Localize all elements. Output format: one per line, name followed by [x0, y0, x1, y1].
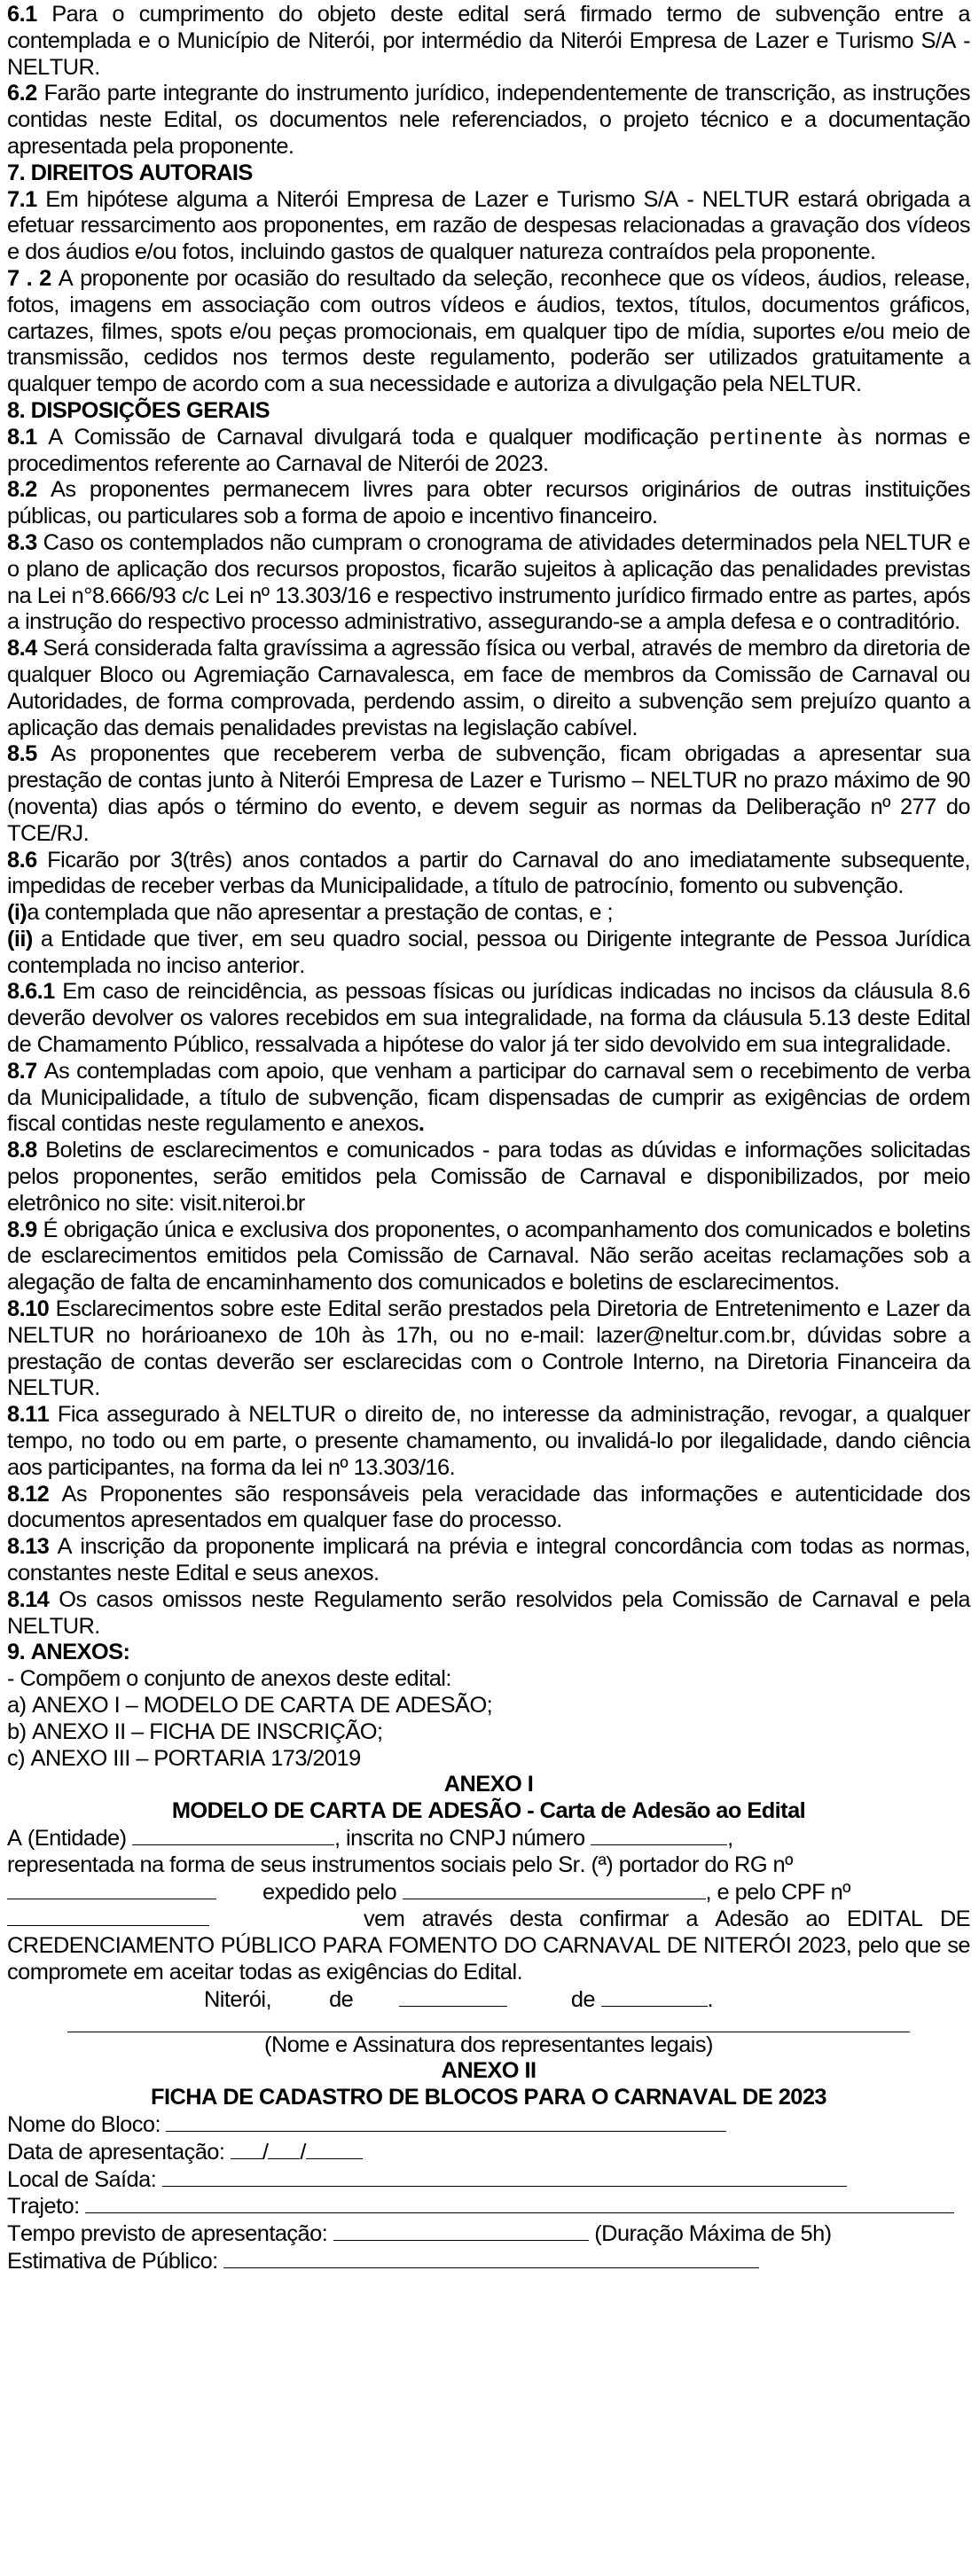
clause-number: 8.6 — [7, 847, 37, 873]
clause-text: As Proponentes são responsáveis pela veracidade das informações e autenticidade dos documentos apresentados em qualquer fase do processo. — [7, 1481, 970, 1533]
clause-8-11 — [7, 1402, 970, 1481]
clause-8-7 — [7, 1059, 970, 1138]
clause-number: 7.1 — [7, 186, 37, 212]
clause-text: A inscrição da proponente implicará na prévia e integral concordância com todas as normas, constantes neste Edital e seus anexos. — [7, 1534, 970, 1586]
clause-text: É obrigação única e exclusiva dos proponentes, o acompanhamento dos comunicados e boletins de esclarecimentos emitidos pela Comissão de Carnaval. Não serão aceitas reclamações sob a alegação de falta de encaminhamento dos comunicados e boletins de esclarecimentos. — [7, 1217, 970, 1296]
adhesion-line-entity — [7, 1825, 970, 1852]
field-label: Trajeto: — [7, 2194, 80, 2220]
annex-list-item: c) ANEXO III – PORTARIA 173/2019 — [7, 1745, 361, 1771]
form-field-publico — [7, 2248, 970, 2275]
duration-note: (Duração Máxima de 5h) — [594, 2221, 832, 2247]
section-7-heading: 7. DIREITOS AUTORAIS — [7, 160, 253, 185]
clause-text: Para o cumprimento do objeto deste edital será firmado termo de subvenção entre a contemplada e o Município de Niterói, por intermédio da Niterói Empresa de Lazer e Turismo S/A - NELTUR. — [7, 2, 970, 80]
clause-number: 8.2 — [7, 477, 37, 503]
annex-list-item: a) ANEXO I – MODELO DE CARTA DE ADESÃO; — [7, 1693, 493, 1718]
bloco-name-input[interactable] — [166, 2111, 726, 2132]
clause-text: As contempladas com apoio, que venham a participar do carnaval sem o recebimento de verba da Municipalidade, a título de subvenção, ficam dispensadas de cumprir as exigências de ordem fiscal contidas neste regulamento e anexos — [7, 1058, 970, 1137]
clause-number: 8.1 — [7, 424, 37, 450]
annex-1-subtitle: MODELO DE CARTA DE ADESÃO - Carta de Adesão ao Edital — [171, 1798, 806, 1824]
clause-text: Ficarão por 3(três) anos contados a partir do Carnaval do ano imediatamente subsequente, impedidas de receber verbas da Municipalidade, a título de patrocínio, fomento ou subvenção. — [7, 847, 970, 899]
annex-list-item: b) ANEXO II – FICHA DE INSCRIÇÃO; — [7, 1719, 383, 1744]
form-field-trajeto — [7, 2193, 970, 2220]
clause-8-8 — [7, 1138, 970, 1217]
document-page — [7, 2, 970, 2275]
annexes-intro: - Compõem o conjunto de anexos deste edital: — [7, 1666, 451, 1692]
line-comma: , — [727, 1825, 733, 1851]
clause-text: normas e procedimentos referente ao Carnaval de Niterói de 2023. — [7, 424, 970, 476]
clause-number: 6.2 — [7, 81, 37, 106]
clause-number: 8.14 — [7, 1586, 50, 1612]
clause-text: Farão parte integrante do instrumento jurídico, independentemente de transcrição, as instruções contidas neste Edital, os documentos nele referenciados, o projeto técnico e a documentação apresentada pela proponente. — [7, 81, 970, 159]
clause-8-14 — [7, 1587, 970, 1640]
field-label: Local de Saída: — [7, 2166, 157, 2192]
date-de: de — [329, 1986, 354, 2012]
clause-text: As proponentes que receberem verba de subvenção, ficam obrigadas a apresentar sua prestação de contas junto à Niterói Empresa de Lazer e Turismo – NELTUR no prazo máximo de 90 (noventa) dias após o término do evento, e devem seguir as normas da Deliberação nº 277 do TCE/RJ. — [7, 741, 970, 846]
form-field-data — [7, 2139, 970, 2166]
date-month-blank[interactable] — [399, 1986, 507, 2007]
clause-number: (i) — [7, 900, 27, 926]
month-input[interactable] — [268, 2139, 300, 2159]
clause-8-12 — [7, 1482, 970, 1535]
year-input[interactable] — [306, 2139, 363, 2159]
clause-text: Caso os contemplados não cumpram o cronograma de atividades determinados pela NELTUR e o plano de aplicação dos recursos propostos, ficarão sujeitos à aplicação das penalidades previstas na Lei n°8.666/93 c/c Lei nº 13.303/16 e respectivo instrumento jurídico firmado entre as partes, após a instrução do respectivo processo administrativo, assegurando-se a ampla defesa e o contraditório. — [7, 529, 970, 635]
clause-number: 8.3 — [7, 529, 37, 555]
annex-2-subtitle: FICHA DE CADASTRO DE BLOCOS PARA O CARNAVAL DE 2023 — [151, 2085, 826, 2110]
form-field-bloco — [7, 2111, 970, 2139]
clause-number: 8.5 — [7, 741, 37, 767]
adhesion-line-confirm — [7, 1906, 970, 1985]
clause-8-10 — [7, 1296, 970, 1402]
clause-number: 8.4 — [7, 636, 37, 662]
date-year-blank[interactable] — [601, 1986, 708, 2007]
clause-text: A proponente por ocasião do resultado da seleção, reconhece que os vídeos, áudios, release, fotos, imagens em associação com outros vídeos e áudios, textos, títulos, documentos gráficos, cartazes, filmes, spots e/ou peças promocionais, em qualquer tipo de mídia, suportes e/ou meio de transmissão, cedidos nos termos deste regulamento, poderão ser utilizados gratuitamente a qualquer tempo de acordo com a sua necessidade e autoriza a divulgação pela NELTUR. — [7, 265, 970, 397]
clause-text: Boletins de esclarecimentos e comunicados - para todas as dúvidas e informações solicitadas pelos proponentes, serão emitidos pela Comissão de Carnaval e disponibilizados, por meio eletrônico no site: visit.niteroi.br — [7, 1138, 970, 1216]
clause-8-4 — [7, 636, 970, 741]
clause-text: a Entidade que tiver, em seu quadro social, pessoa ou Dirigente integrante de Pessoa Jurídica contemplada no inciso anterior. — [7, 926, 970, 978]
clause-number: 8.9 — [7, 1217, 37, 1242]
clause-7-1 — [7, 187, 970, 266]
signature-line[interactable] — [67, 2014, 910, 2032]
signature-caption: (Nome e Assinatura dos representantes legais) — [264, 2032, 713, 2057]
section-8-heading: 8. DISPOSIÇÕES GERAIS — [7, 397, 270, 423]
entity-blank[interactable] — [132, 1825, 334, 1845]
clause-number: 8.13 — [7, 1534, 50, 1560]
clause-number: 8.6.1 — [7, 979, 55, 1005]
clause-8-1 — [7, 425, 970, 478]
field-label: Tempo previsto de apresentação: — [7, 2221, 328, 2247]
issuer-blank[interactable] — [403, 1879, 706, 1899]
trajeto-input[interactable] — [85, 2193, 954, 2213]
clause-number: 8.8 — [7, 1138, 37, 1163]
clause-number: 8.12 — [7, 1481, 50, 1507]
clause-8-2 — [7, 477, 970, 530]
clause-text: Será considerada falta gravíssima a agressão física ou verbal, através de membro da diretoria de qualquer Bloco ou Agremiação Carnavalesca, em face de membros da Comissão de Carnaval ou Autoridades, de forma comprovada, perdendo assim, o direito a subvenção sem prejuízo quanto a aplicação das demais penalidades previstas na legislação cabível. — [7, 636, 970, 740]
clause-number: 6.1 — [7, 2, 37, 27]
cpf-blank[interactable] — [7, 1906, 209, 1926]
section-9-heading: 9. ANEXOS: — [7, 1640, 130, 1665]
clause-8-3 — [7, 530, 970, 636]
clause-8-5 — [7, 741, 970, 847]
cnpj-blank[interactable] — [591, 1825, 727, 1845]
clause-text: Os casos omissos neste Regulamento serão resolvidos pela Comissão de Carnaval e pela NELTUR. — [7, 1586, 970, 1639]
clause-8-6 — [7, 848, 970, 901]
form-field-local — [7, 2166, 970, 2194]
local-saida-input[interactable] — [162, 2166, 847, 2187]
entity-label: A (Entidade) — [7, 1825, 133, 1851]
date-separator: / — [300, 2139, 306, 2165]
clause-period: . — [418, 1111, 425, 1137]
adhesion-text: vem através desta confirmar a Adesão ao EDITAL DE CREDENCIAMENTO PÚBLICO PARA FOMENTO DO CARNAVAL DE NITERÓI 2023, pelo que se compromete em aceitar todas as exigências do Edital. — [7, 1907, 970, 1985]
annex-1-title: ANEXO I — [443, 1772, 534, 1797]
adhesion-date-line — [7, 1986, 970, 2014]
clause-text: A Comissão de Carnaval divulgará toda e qualquer modificação — [36, 424, 710, 450]
clause-number: 8.7 — [7, 1058, 37, 1084]
date-city: Niterói, — [204, 1986, 272, 2012]
clause-number: 8.11 — [7, 1402, 50, 1428]
annex-2-title: ANEXO II — [441, 2058, 536, 2084]
clause-text-spaced: pertinente às — [709, 424, 864, 450]
field-label: Estimativa de Público: — [7, 2248, 218, 2274]
clause-number: 7 . 2 — [7, 265, 51, 291]
adhesion-line-representative: representada na forma de seus instrumentos sociais pelo Sr. (ª) portador do RG nº — [7, 1852, 793, 1877]
publico-input[interactable] — [223, 2248, 759, 2268]
clause-number: (ii) — [7, 926, 33, 951]
date-period: . — [707, 1986, 714, 2012]
clause-text: As proponentes permanecem livres para obter recursos originários de outras instituições públicas, ou particulares sob a forma de apoio e incentivo financeiro. — [7, 477, 970, 529]
clause-text: a contemplada que não apresentar a prestação de contas, e ; — [27, 900, 613, 926]
clause-text: Fica assegurado à NELTUR o direito de, no interesse da administração, revogar, a qualquer tempo, no todo ou em parte, o presente chamamento, ou invalidá-lo por ilegalidade, dando ciência aos participantes, na forma da lei nº 13.303/16. — [7, 1402, 970, 1480]
clause-text: Esclarecimentos sobre este Edital serão prestados pela Diretoria de Entretenimento e Lazer da NELTUR no horárioanexo de 10h às 17h, ou no e-mail: lazer@neltur.com.br, dúvidas sobre a prestação de contas deverão ser esclarecidas com o Controle Interno, na Diretoria Financeira da NELTUR. — [7, 1296, 970, 1401]
clause-text: Em caso de reincidência, as pessoas físicas ou jurídicas indicadas no incisos da cláusula 8.6 deverão devolver os valores recebidos em sua integralidade, na forma da cláusula 5.13 deste Edital de Chamamento Público, ressalvada a hipótese do valor já ter sido devolvido em sua integralidade. — [7, 979, 970, 1058]
clause-8-6-1 — [7, 979, 970, 1058]
day-input[interactable] — [231, 2139, 262, 2159]
cpf-label: , e pelo CPF nº — [705, 1879, 850, 1905]
tempo-input[interactable] — [333, 2220, 589, 2241]
clause-number: 8.10 — [7, 1296, 50, 1322]
date-de: de — [570, 1986, 595, 2012]
clause-6-2 — [7, 81, 970, 160]
cnpj-label: , inscrita no CNPJ número — [334, 1825, 591, 1851]
clause-8-6-ii — [7, 927, 970, 980]
date-separator: / — [262, 2139, 269, 2165]
adhesion-line-rg — [7, 1879, 970, 1907]
clause-text: Em hipótese alguma a Niterói Empresa de Lazer e Turismo S/A - NELTUR estará obrigada a efetuar ressarcimento aos proponentes, em razão de despesas relacionadas a gravação dos vídeos e dos áudios e/ou fotos, incluindo gastos de qualquer natureza contraídos pela proponente. — [7, 186, 970, 265]
clause-8-9 — [7, 1218, 970, 1296]
clause-8-6-i — [7, 900, 970, 927]
clause-7-2 — [7, 266, 970, 398]
issuer-label: expedido pelo — [262, 1879, 397, 1905]
field-label: Data de apresentação: — [7, 2139, 225, 2165]
clause-6-1 — [7, 2, 970, 81]
form-field-tempo — [7, 2220, 970, 2248]
clause-8-13 — [7, 1534, 970, 1587]
field-label: Nome do Bloco: — [7, 2111, 161, 2137]
rg-blank[interactable] — [7, 1879, 216, 1899]
